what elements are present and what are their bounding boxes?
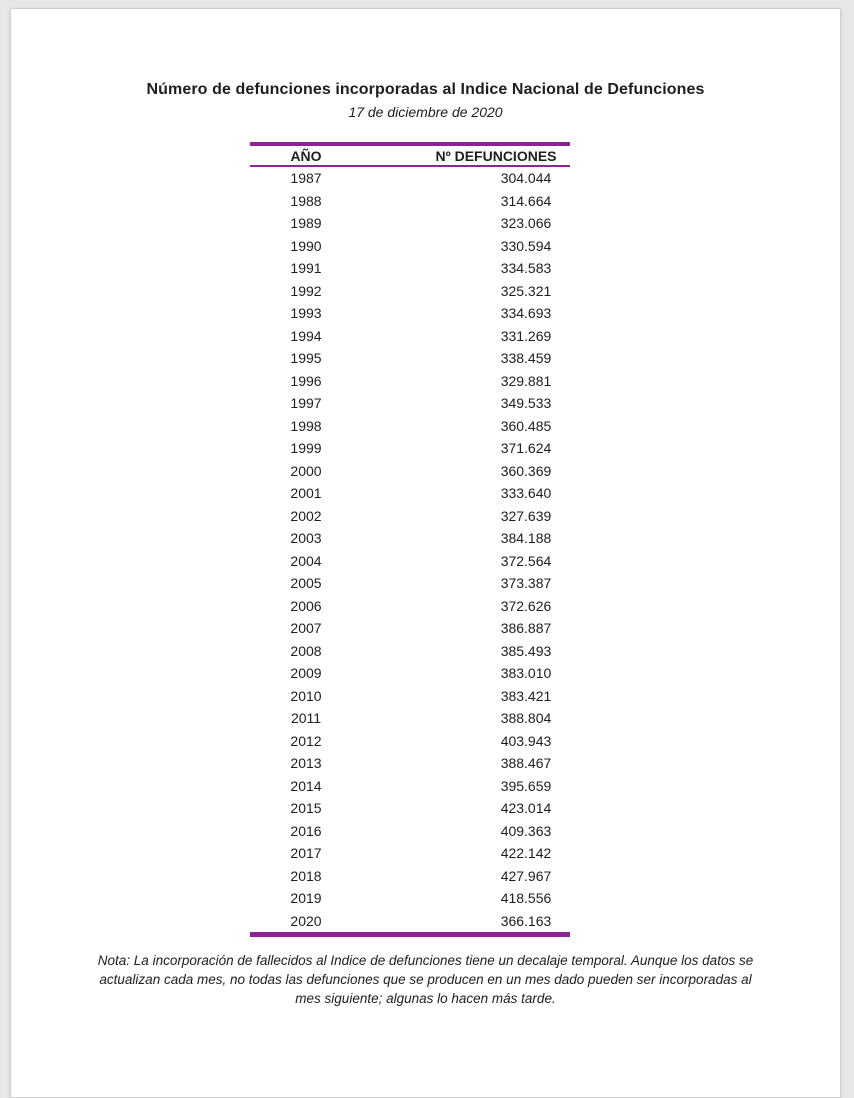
table-row xyxy=(250,730,570,753)
column-header-year: AÑO xyxy=(250,144,362,166)
value-cell: 384.188 xyxy=(500,530,552,547)
year-cell: 2019 xyxy=(290,890,322,907)
value-cell: 334.583 xyxy=(500,260,552,277)
value-cell: 331.269 xyxy=(500,327,552,344)
table-row xyxy=(250,707,570,730)
year-cell: 2016 xyxy=(290,822,322,839)
year-cell: 2004 xyxy=(290,552,322,569)
year-cell: 2007 xyxy=(290,620,322,637)
year-cell: 2012 xyxy=(290,732,322,749)
table-row xyxy=(250,505,570,528)
year-cell: 1989 xyxy=(290,215,322,232)
table-row xyxy=(250,685,570,708)
year-cell: 1994 xyxy=(290,327,322,344)
value-cell: 388.467 xyxy=(500,755,552,772)
value-cell: 330.594 xyxy=(500,237,552,254)
table-row xyxy=(250,527,570,550)
year-cell: 2005 xyxy=(290,575,322,592)
year-cell: 1987 xyxy=(290,170,322,187)
year-cell: 1996 xyxy=(290,372,322,389)
table-row xyxy=(250,257,570,280)
table-row xyxy=(250,797,570,820)
table-row xyxy=(250,190,570,213)
year-cell: 2003 xyxy=(290,530,322,547)
table-row xyxy=(250,482,570,505)
year-cell: 2018 xyxy=(290,867,322,884)
year-cell: 2000 xyxy=(290,462,322,479)
year-cell: 2011 xyxy=(290,710,322,727)
document-page xyxy=(10,8,841,1098)
table-row xyxy=(250,752,570,775)
value-cell: 385.493 xyxy=(500,642,552,659)
document-title: Número de defunciones incorporadas al Indice Nacional de Defunciones xyxy=(146,81,705,98)
value-cell: 366.163 xyxy=(362,910,570,935)
value-cell: 409.363 xyxy=(500,822,552,839)
value-cell: 395.659 xyxy=(500,777,552,794)
table-row xyxy=(250,820,570,843)
table-row xyxy=(250,235,570,258)
year-cell: 2006 xyxy=(290,597,322,614)
year-cell: 1990 xyxy=(290,237,322,254)
year-cell: 1992 xyxy=(290,282,322,299)
year-cell: 1997 xyxy=(290,395,322,412)
table-row xyxy=(250,347,570,370)
year-cell: 1995 xyxy=(290,350,322,367)
table-row xyxy=(250,775,570,798)
year-cell: 2020 xyxy=(250,910,362,935)
table-row xyxy=(250,842,570,865)
year-cell: 2008 xyxy=(290,642,322,659)
value-cell: 360.485 xyxy=(500,417,552,434)
table-header xyxy=(250,144,570,166)
value-cell: 325.321 xyxy=(500,282,552,299)
value-cell: 388.804 xyxy=(500,710,552,727)
document-content xyxy=(11,81,840,1008)
value-cell: 360.369 xyxy=(500,462,552,479)
table-row xyxy=(250,595,570,618)
year-cell: 2013 xyxy=(290,755,322,772)
year-cell: 2009 xyxy=(290,665,322,682)
table-row xyxy=(250,325,570,348)
table-row xyxy=(250,370,570,393)
table-row xyxy=(250,212,570,235)
value-cell: 349.533 xyxy=(500,395,552,412)
defunciones-table xyxy=(250,142,570,937)
value-cell: 372.564 xyxy=(500,552,552,569)
value-cell: 327.639 xyxy=(500,507,552,524)
table-row xyxy=(250,910,570,935)
value-cell: 372.626 xyxy=(500,597,552,614)
year-cell: 2017 xyxy=(290,845,322,862)
value-cell: 329.881 xyxy=(500,372,552,389)
value-cell: 314.664 xyxy=(500,192,552,209)
table-row xyxy=(250,437,570,460)
table-row xyxy=(250,865,570,888)
table-header-row xyxy=(250,144,570,166)
year-cell: 1991 xyxy=(290,260,322,277)
value-cell: 323.066 xyxy=(500,215,552,232)
year-cell: 2001 xyxy=(290,485,322,502)
value-cell: 338.459 xyxy=(500,350,552,367)
column-header-defunciones: Nº DEFUNCIONES xyxy=(362,144,570,166)
value-cell: 386.887 xyxy=(500,620,552,637)
document-date-subtitle: 17 de diciembre de 2020 xyxy=(348,104,503,120)
value-cell: 427.967 xyxy=(500,867,552,884)
year-cell: 1993 xyxy=(290,305,322,322)
value-cell: 422.142 xyxy=(500,845,552,862)
value-cell: 383.010 xyxy=(500,665,552,682)
table-row xyxy=(250,280,570,303)
table-row xyxy=(250,887,570,910)
table-row xyxy=(250,302,570,325)
table-row xyxy=(250,550,570,573)
year-cell: 2015 xyxy=(290,800,322,817)
table-row xyxy=(250,392,570,415)
year-cell: 2014 xyxy=(290,777,322,794)
year-cell: 1999 xyxy=(290,440,322,457)
value-cell: 371.624 xyxy=(500,440,552,457)
value-cell: 403.943 xyxy=(500,732,552,749)
value-cell: 333.640 xyxy=(500,485,552,502)
table-row xyxy=(250,640,570,663)
value-cell: 373.387 xyxy=(500,575,552,592)
value-cell: 304.044 xyxy=(500,170,552,187)
table-row xyxy=(250,617,570,640)
table-row xyxy=(250,662,570,685)
table-row xyxy=(250,572,570,595)
table-row xyxy=(250,415,570,438)
footnote-text: Nota: La incorporación de fallecidos al Indice de defunciones tiene un decalaje temporal. Aunque los datos se actualizan cada mes, no todas las defunciones que se producen en un mes dado pueden ser incorporadas al mes siguiente; algunas lo hacen más tarde. xyxy=(97,953,754,1006)
value-cell: 423.014 xyxy=(500,800,552,817)
year-cell: 1988 xyxy=(290,192,322,209)
table-body xyxy=(250,166,570,935)
year-cell: 1998 xyxy=(290,417,322,434)
value-cell: 334.693 xyxy=(500,305,552,322)
year-cell: 2002 xyxy=(290,507,322,524)
table-row xyxy=(250,166,570,190)
value-cell: 418.556 xyxy=(500,890,552,907)
table-row xyxy=(250,460,570,483)
year-cell: 2010 xyxy=(290,687,322,704)
value-cell: 383.421 xyxy=(500,687,552,704)
